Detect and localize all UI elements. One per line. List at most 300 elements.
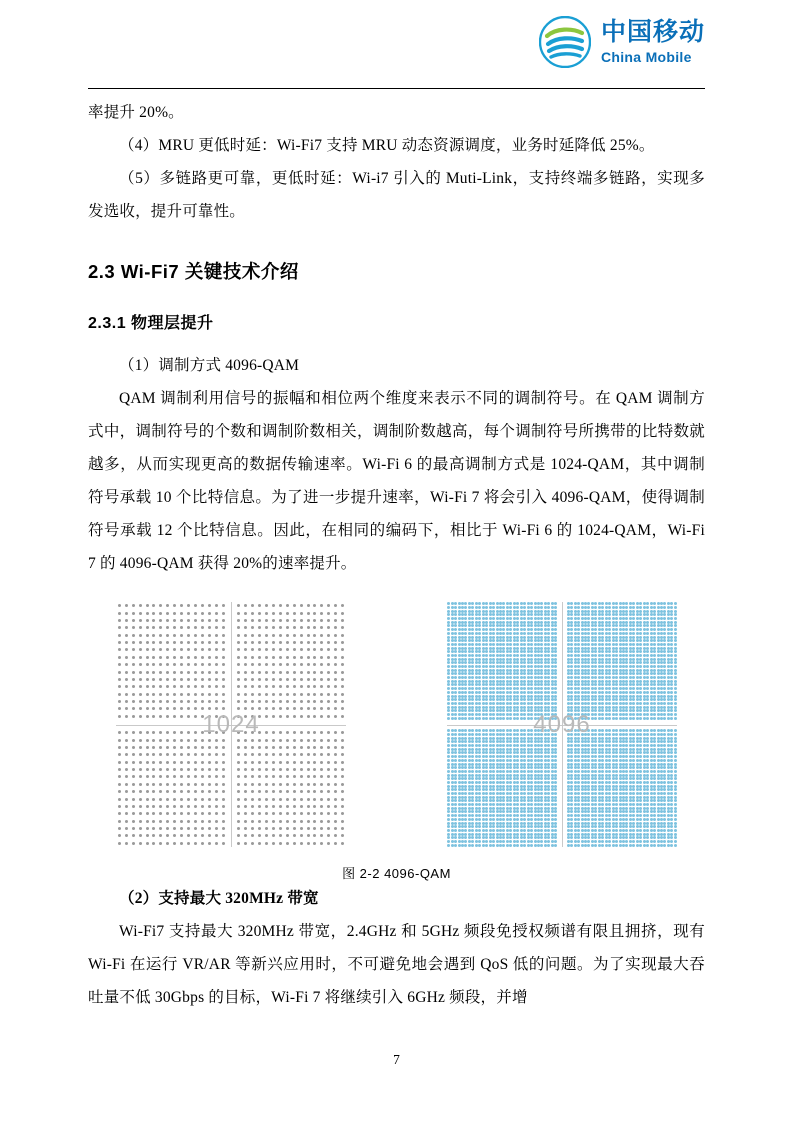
constellation-point xyxy=(530,669,533,672)
constellation-point xyxy=(454,844,457,847)
constellation-point xyxy=(447,833,450,836)
constellation-point xyxy=(615,744,618,747)
constellation-point xyxy=(222,775,225,778)
constellation-point xyxy=(601,687,604,690)
constellation-point xyxy=(674,680,677,683)
constellation-point xyxy=(215,619,218,622)
constellation-point xyxy=(646,810,649,813)
constellation-point xyxy=(173,707,176,710)
constellation-point xyxy=(118,671,121,674)
constellation-point xyxy=(547,766,550,769)
constellation-point xyxy=(632,737,635,740)
constellation-point xyxy=(152,731,155,734)
constellation-point xyxy=(485,844,488,847)
constellation-point xyxy=(334,783,337,786)
constellation-point xyxy=(601,695,604,698)
constellation-point xyxy=(187,671,190,674)
constellation-point xyxy=(670,777,673,780)
constellation-point xyxy=(646,695,649,698)
constellation-point xyxy=(632,617,635,620)
constellation-point xyxy=(485,602,488,605)
constellation-point xyxy=(286,739,289,742)
constellation-point xyxy=(454,610,457,613)
constellation-point xyxy=(313,612,316,615)
constellation-point xyxy=(251,790,254,793)
constellation-point xyxy=(554,833,557,836)
constellation-point xyxy=(674,796,677,799)
constellation-point xyxy=(152,768,155,771)
constellation-point xyxy=(485,781,488,784)
constellation-point xyxy=(166,761,169,764)
constellation-point xyxy=(194,619,197,622)
constellation-point xyxy=(478,844,481,847)
constellation-point xyxy=(187,842,190,845)
constellation-point xyxy=(625,717,628,720)
constellation-point xyxy=(327,641,330,644)
constellation-point xyxy=(516,799,519,802)
constellation-point xyxy=(492,825,495,828)
constellation-point xyxy=(547,755,550,758)
constellation-point xyxy=(663,803,666,806)
constellation-point xyxy=(632,683,635,686)
constellation-point xyxy=(279,761,282,764)
constellation-point xyxy=(300,783,303,786)
constellation-point xyxy=(632,825,635,828)
constellation-point xyxy=(478,702,481,705)
constellation-point xyxy=(313,641,316,644)
constellation-point xyxy=(320,739,323,742)
constellation-point xyxy=(577,799,580,802)
constellation-point xyxy=(237,820,240,823)
constellation-point xyxy=(485,683,488,686)
constellation-point xyxy=(632,702,635,705)
constellation-point xyxy=(222,641,225,644)
constellation-point xyxy=(146,798,149,801)
constellation-point xyxy=(523,774,526,777)
constellation-point xyxy=(509,643,512,646)
constellation-point xyxy=(272,783,275,786)
constellation-point xyxy=(166,790,169,793)
constellation-point xyxy=(187,641,190,644)
constellation-point xyxy=(639,803,642,806)
constellation-point xyxy=(608,691,611,694)
constellation-point xyxy=(307,641,310,644)
constellation-point xyxy=(663,691,666,694)
constellation-point xyxy=(587,628,590,631)
constellation-point xyxy=(587,759,590,762)
constellation-point xyxy=(478,695,481,698)
constellation-point xyxy=(523,766,526,769)
constellation-point xyxy=(139,656,142,659)
constellation-point xyxy=(132,842,135,845)
constellation-point xyxy=(454,698,457,701)
constellation-point xyxy=(293,805,296,808)
constellation-point xyxy=(237,746,240,749)
constellation-point xyxy=(244,641,247,644)
constellation-point xyxy=(265,612,268,615)
constellation-point xyxy=(307,798,310,801)
constellation-point xyxy=(509,825,512,828)
constellation-point xyxy=(454,822,457,825)
constellation-point xyxy=(194,842,197,845)
constellation-point xyxy=(166,746,169,749)
constellation-point xyxy=(208,798,211,801)
constellation-point xyxy=(166,783,169,786)
constellation-point xyxy=(577,810,580,813)
constellation-point xyxy=(215,612,218,615)
constellation-point xyxy=(577,698,580,701)
constellation-point xyxy=(674,610,677,613)
constellation-point xyxy=(492,709,495,712)
constellation-point xyxy=(577,744,580,747)
constellation-point xyxy=(608,744,611,747)
constellation-point xyxy=(587,676,590,679)
constellation-point xyxy=(646,751,649,754)
constellation-point xyxy=(570,763,573,766)
constellation-point xyxy=(594,621,597,624)
constellation-point xyxy=(286,678,289,681)
constellation-point xyxy=(201,678,204,681)
constellation-point xyxy=(674,751,677,754)
constellation-point xyxy=(639,676,642,679)
constellation-point xyxy=(215,842,218,845)
constellation-point xyxy=(187,783,190,786)
constellation-point xyxy=(265,685,268,688)
constellation-point xyxy=(554,687,557,690)
constellation-point xyxy=(646,748,649,751)
constellation-point xyxy=(173,700,176,703)
constellation-point xyxy=(615,777,618,780)
constellation-point xyxy=(327,626,330,629)
constellation-point xyxy=(492,602,495,605)
constellation-point xyxy=(594,647,597,650)
constellation-point xyxy=(625,676,628,679)
constellation-point xyxy=(132,715,135,718)
constellation-point xyxy=(615,610,618,613)
constellation-point xyxy=(327,731,330,734)
constellation-point xyxy=(601,617,604,620)
constellation-point xyxy=(139,678,142,681)
constellation-point xyxy=(639,729,642,732)
constellation-point xyxy=(523,792,526,795)
constellation-point xyxy=(341,842,344,845)
constellation-point xyxy=(653,665,656,668)
constellation-point xyxy=(307,746,310,749)
constellation-point xyxy=(471,833,474,836)
constellation-point xyxy=(523,729,526,732)
constellation-point xyxy=(516,751,519,754)
constellation-point xyxy=(152,707,155,710)
constellation-point xyxy=(646,698,649,701)
constellation-point xyxy=(118,805,121,808)
constellation-point xyxy=(509,810,512,813)
constellation-point xyxy=(653,680,656,683)
constellation-point xyxy=(639,606,642,609)
constellation-point xyxy=(492,777,495,780)
constellation-point xyxy=(272,648,275,651)
constellation-point xyxy=(237,678,240,681)
constellation-point xyxy=(547,759,550,762)
constellation-point xyxy=(341,739,344,742)
constellation-point xyxy=(530,814,533,817)
constellation-point xyxy=(674,825,677,828)
constellation-point xyxy=(608,621,611,624)
constellation-point xyxy=(663,759,666,762)
constellation-point xyxy=(639,766,642,769)
constellation-point xyxy=(215,753,218,756)
constellation-point xyxy=(320,761,323,764)
constellation-point xyxy=(173,671,176,674)
constellation-point xyxy=(594,665,597,668)
constellation-point xyxy=(492,695,495,698)
constellation-point xyxy=(608,777,611,780)
constellation-point xyxy=(601,733,604,736)
constellation-point xyxy=(523,748,526,751)
constellation-point xyxy=(286,612,289,615)
constellation-point xyxy=(570,636,573,639)
constellation-point xyxy=(118,798,121,801)
constellation-point xyxy=(272,626,275,629)
constellation-point xyxy=(180,761,183,764)
constellation-point xyxy=(632,763,635,766)
constellation-point xyxy=(454,763,457,766)
constellation-point xyxy=(485,792,488,795)
constellation-point xyxy=(447,639,450,642)
constellation-point xyxy=(594,748,597,751)
constellation-point xyxy=(608,796,611,799)
constellation-point xyxy=(173,790,176,793)
constellation-point xyxy=(554,676,557,679)
constellation-point xyxy=(265,693,268,696)
constellation-point xyxy=(265,731,268,734)
constellation-point xyxy=(594,751,597,754)
constellation-point xyxy=(625,643,628,646)
constellation-point xyxy=(509,621,512,624)
constellation-point xyxy=(471,602,474,605)
constellation-point xyxy=(152,834,155,837)
constellation-point xyxy=(118,842,121,845)
constellation-point xyxy=(594,606,597,609)
constellation-point xyxy=(509,658,512,661)
constellation-point xyxy=(341,648,344,651)
constellation-point xyxy=(492,840,495,843)
constellation-point xyxy=(237,739,240,742)
constellation-point xyxy=(447,792,450,795)
constellation-point xyxy=(279,827,282,830)
constellation-point xyxy=(180,612,183,615)
constellation-point xyxy=(509,636,512,639)
constellation-point xyxy=(632,706,635,709)
constellation-point xyxy=(237,693,240,696)
constellation-point xyxy=(447,617,450,620)
constellation-point xyxy=(577,774,580,777)
constellation-point xyxy=(674,777,677,780)
constellation-point xyxy=(554,680,557,683)
constellation-point xyxy=(547,643,550,646)
constellation-point xyxy=(187,693,190,696)
constellation-point xyxy=(601,788,604,791)
constellation-point xyxy=(577,610,580,613)
constellation-point xyxy=(674,665,677,668)
constellation-point xyxy=(118,604,121,607)
constellation-point xyxy=(244,761,247,764)
constellation-point xyxy=(251,761,254,764)
constellation-point xyxy=(639,825,642,828)
constellation-point xyxy=(132,739,135,742)
constellation-point xyxy=(530,781,533,784)
constellation-point xyxy=(594,796,597,799)
constellation-point xyxy=(601,647,604,650)
constellation-point xyxy=(118,693,121,696)
constellation-point xyxy=(327,612,330,615)
constellation-point xyxy=(601,796,604,799)
constellation-point xyxy=(485,751,488,754)
constellation-point xyxy=(447,717,450,720)
constellation-point xyxy=(320,700,323,703)
constellation-point xyxy=(454,751,457,754)
quadrant-bottom-right xyxy=(236,729,347,847)
constellation-point xyxy=(258,604,261,607)
constellation-point xyxy=(447,766,450,769)
constellation-point xyxy=(180,753,183,756)
constellation-point xyxy=(265,634,268,637)
constellation-point xyxy=(587,636,590,639)
constellation-point xyxy=(320,783,323,786)
constellation-point xyxy=(509,748,512,751)
constellation-point xyxy=(509,803,512,806)
constellation-point xyxy=(608,737,611,740)
constellation-point xyxy=(327,761,330,764)
constellation-point xyxy=(670,621,673,624)
constellation-point xyxy=(594,676,597,679)
constellation-point xyxy=(313,604,316,607)
constellation-point xyxy=(152,805,155,808)
constellation-point xyxy=(159,739,162,742)
constellation-point xyxy=(447,658,450,661)
constellation-point xyxy=(587,606,590,609)
constellation-point xyxy=(523,836,526,839)
constellation-point xyxy=(118,634,121,637)
constellation-point xyxy=(159,731,162,734)
constellation-point xyxy=(554,840,557,843)
constellation-point xyxy=(670,658,673,661)
constellation-point xyxy=(447,676,450,679)
constellation-point xyxy=(187,827,190,830)
constellation-point xyxy=(492,713,495,716)
constellation-point xyxy=(663,683,666,686)
constellation-point xyxy=(222,783,225,786)
constellation-point xyxy=(132,656,135,659)
constellation-point xyxy=(570,781,573,784)
constellation-point xyxy=(492,658,495,661)
constellation-point xyxy=(208,805,211,808)
constellation-point xyxy=(530,695,533,698)
constellation-point xyxy=(663,792,666,795)
constellation-point xyxy=(478,672,481,675)
constellation-point xyxy=(454,636,457,639)
constellation-point xyxy=(265,641,268,644)
constellation-point xyxy=(279,746,282,749)
constellation-point xyxy=(173,604,176,607)
constellation-point xyxy=(674,748,677,751)
constellation-point xyxy=(492,733,495,736)
constellation-point xyxy=(674,647,677,650)
constellation-point xyxy=(516,755,519,758)
constellation-point xyxy=(279,641,282,644)
constellation-point xyxy=(601,814,604,817)
constellation-point xyxy=(146,707,149,710)
constellation-point xyxy=(313,693,316,696)
constellation-point xyxy=(601,751,604,754)
constellation-point xyxy=(478,777,481,780)
constellation-point xyxy=(516,650,519,653)
constellation-point xyxy=(293,753,296,756)
constellation-point xyxy=(201,820,204,823)
constellation-point xyxy=(570,669,573,672)
constellation-point xyxy=(632,680,635,683)
constellation-point xyxy=(608,814,611,817)
constellation-point xyxy=(509,792,512,795)
constellation-point xyxy=(570,829,573,832)
constellation-point xyxy=(187,790,190,793)
constellation-point xyxy=(320,798,323,801)
constellation-point xyxy=(554,632,557,635)
constellation-point xyxy=(307,820,310,823)
constellation-point xyxy=(244,820,247,823)
constellation-point xyxy=(663,788,666,791)
constellation-point xyxy=(639,672,642,675)
constellation-point xyxy=(646,740,649,743)
constellation-point xyxy=(594,636,597,639)
constellation-point xyxy=(454,792,457,795)
constellation-point xyxy=(639,669,642,672)
constellation-point xyxy=(523,785,526,788)
constellation-point xyxy=(201,834,204,837)
constellation-point xyxy=(286,805,289,808)
constellation-point xyxy=(327,671,330,674)
constellation-point xyxy=(601,729,604,732)
constellation-point xyxy=(300,641,303,644)
constellation-point xyxy=(251,842,254,845)
constellation-point xyxy=(663,744,666,747)
constellation-point xyxy=(670,774,673,777)
constellation-point xyxy=(180,834,183,837)
constellation-point xyxy=(272,739,275,742)
constellation-point xyxy=(478,613,481,616)
paragraph-multilink: （5）多链路更可靠，更低时延：Wi-i7 引入的 Muti-Link，支持终端多链路，实现多发选收，提升可靠性。 xyxy=(88,170,705,220)
constellation-point xyxy=(265,604,268,607)
constellation-point xyxy=(608,755,611,758)
constellation-point xyxy=(639,810,642,813)
constellation-point xyxy=(674,737,677,740)
constellation-point xyxy=(570,680,573,683)
constellation-point xyxy=(577,617,580,620)
constellation-point xyxy=(615,729,618,732)
constellation-point xyxy=(608,766,611,769)
constellation-point xyxy=(208,827,211,830)
constellation-point xyxy=(632,814,635,817)
constellation-point xyxy=(554,636,557,639)
constellation-point xyxy=(547,639,550,642)
constellation-point xyxy=(632,672,635,675)
constellation-point xyxy=(173,739,176,742)
constellation-point xyxy=(187,612,190,615)
constellation-point xyxy=(639,717,642,720)
constellation-point xyxy=(663,632,666,635)
constellation-point xyxy=(516,825,519,828)
constellation-point xyxy=(530,687,533,690)
constellation-point xyxy=(265,700,268,703)
